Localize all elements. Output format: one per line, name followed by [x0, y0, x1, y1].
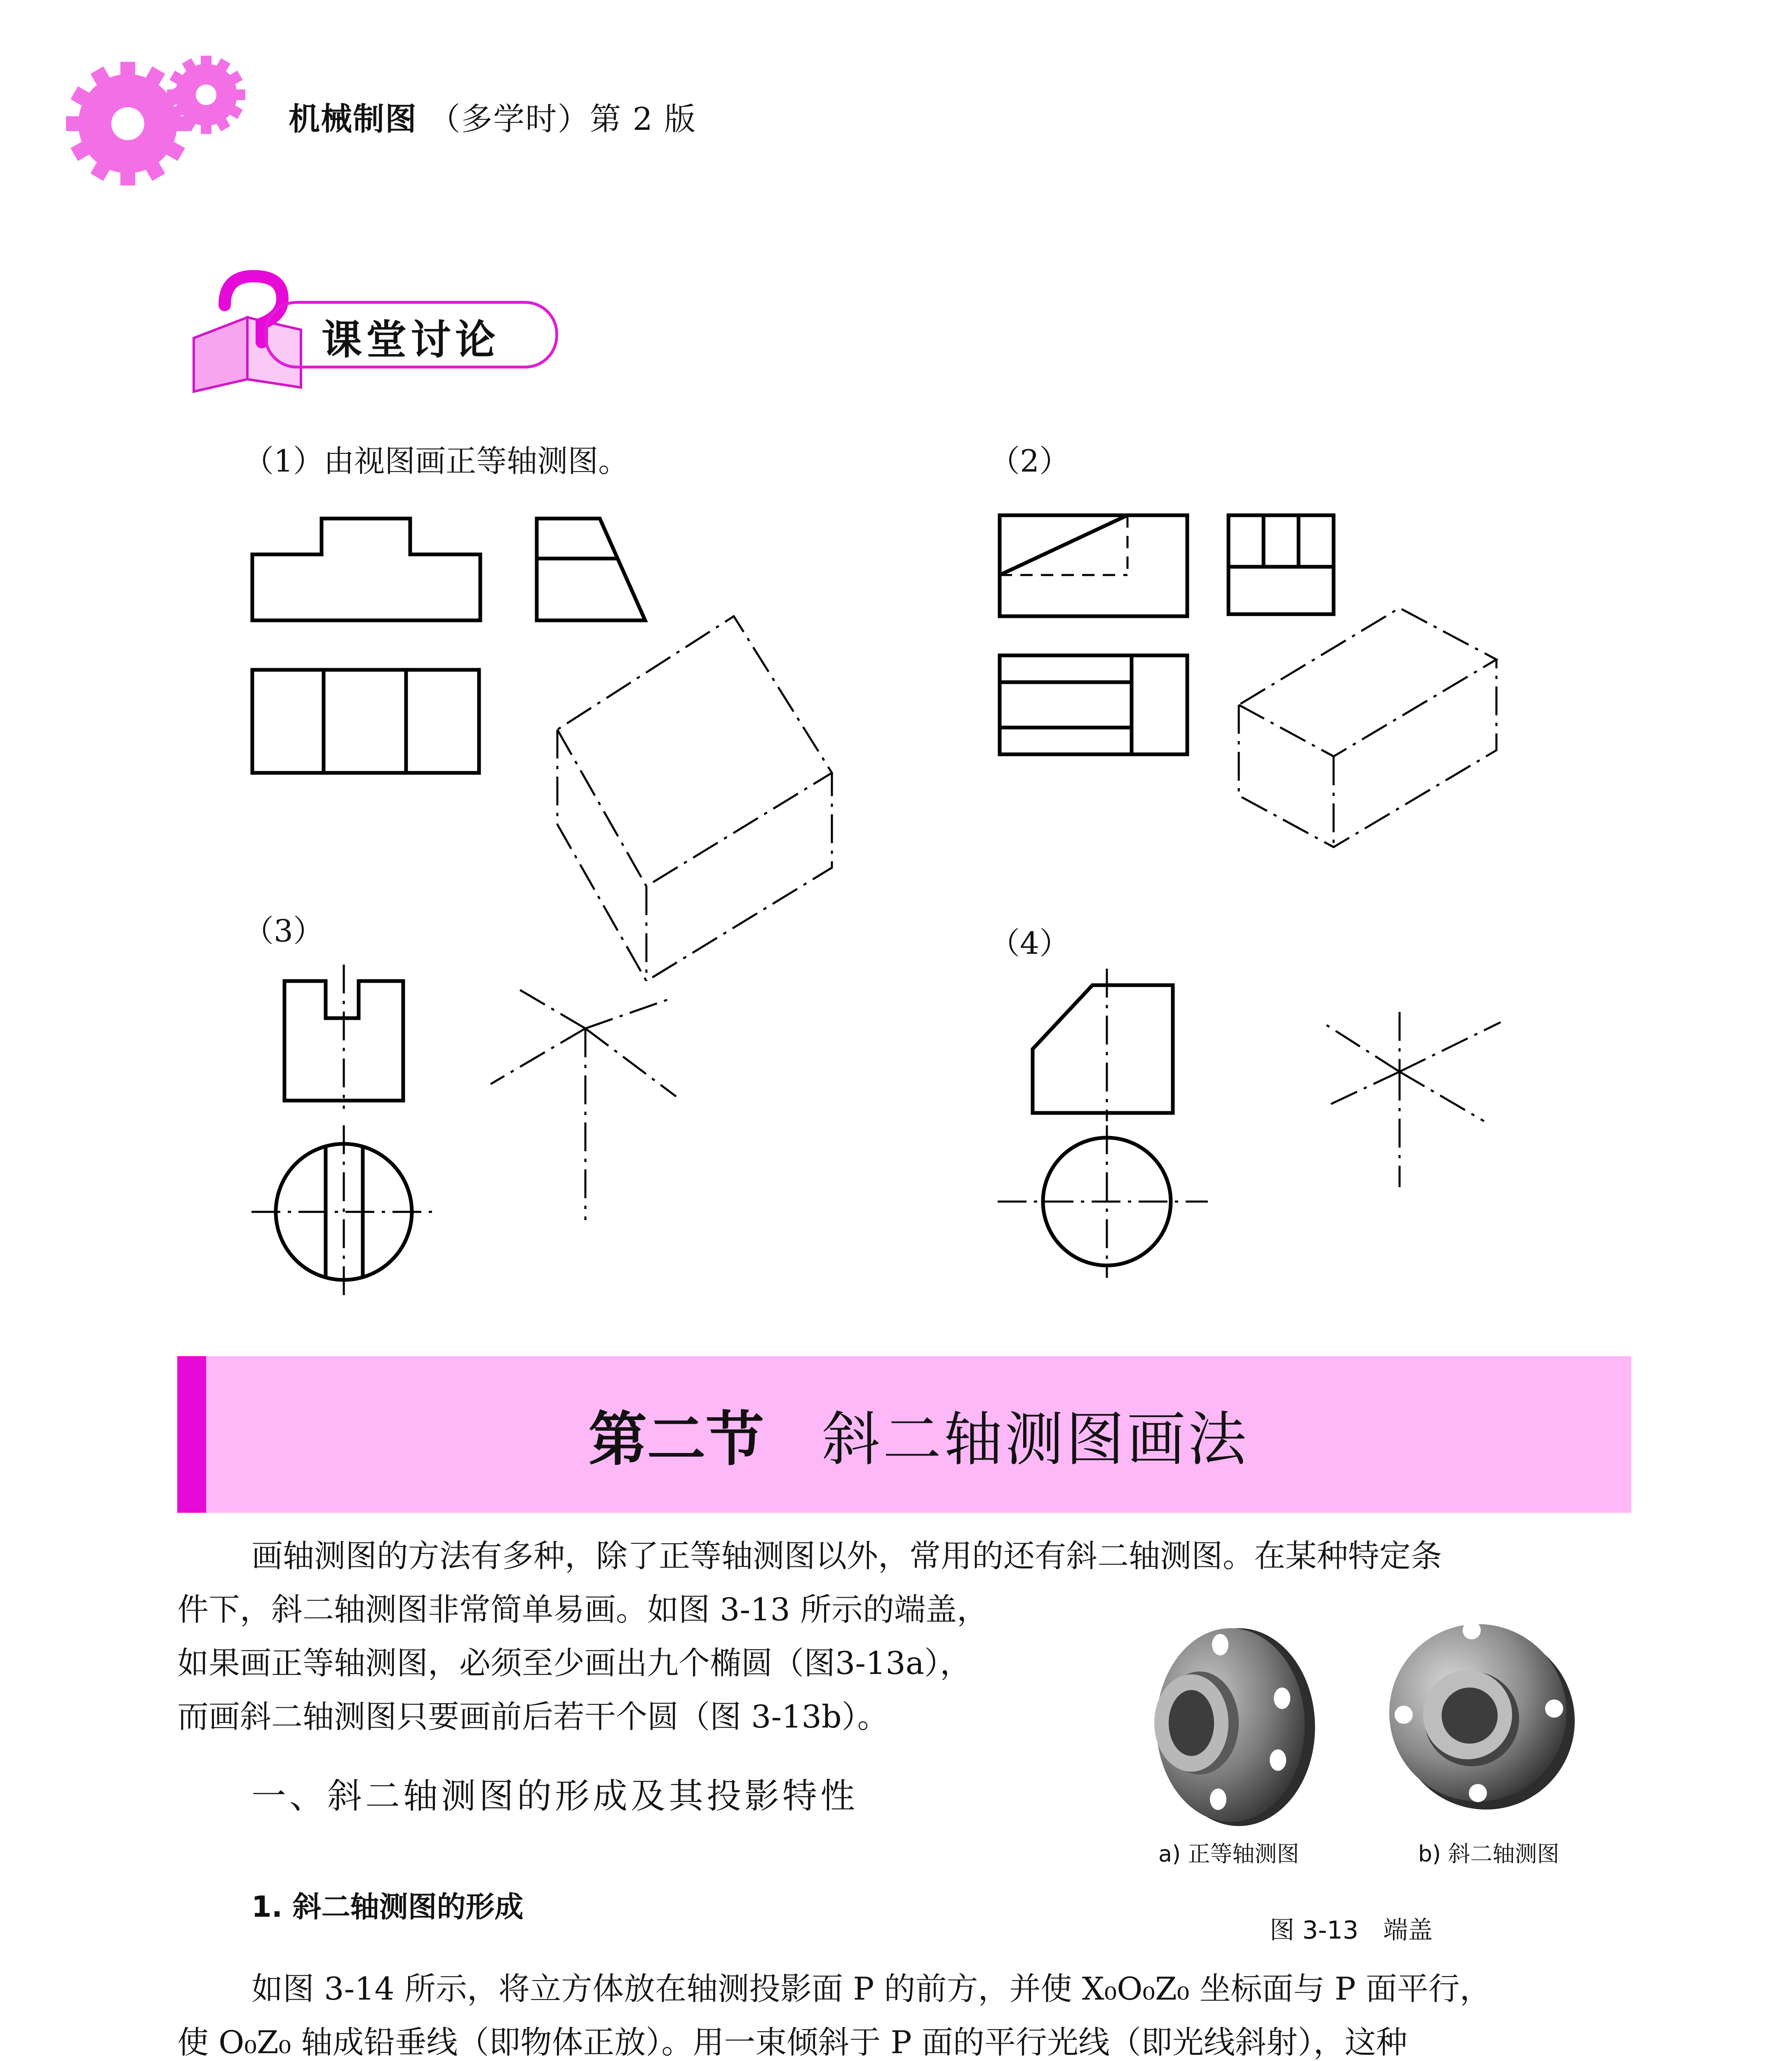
section-number: 第二节 — [588, 1406, 764, 1474]
discussion-label: 课堂讨论 — [322, 317, 500, 364]
intro-line-3: 如果画正等轴测图，必须至少画出九个椭圆（图3-13a）， — [177, 1645, 972, 1681]
book-title: 机械制图 — [289, 101, 417, 137]
section-banner-accent — [177, 1356, 206, 1513]
figure-caption-a: a) 正等轴测图 — [1158, 1841, 1299, 1867]
subheading-formation: 1. 斜二轴测图的形成 — [251, 1890, 524, 1924]
end-cap-oblique-image — [1385, 1608, 1575, 1822]
exercise-1-label: （1）由视图画正等轴测图。 — [243, 444, 629, 479]
intro-line-1: 画轴测图的方法有多种，除了正等轴测图以外，常用的还有斜二轴测图。在某种特定条 — [251, 1538, 1442, 1574]
heading-formation-properties: 一、斜二轴测图的形成及其投影特性 — [251, 1776, 859, 1816]
end-cap-isometric-image — [1146, 1616, 1319, 1830]
intro-line-4: 而画斜二轴测图只要画前后若干个圆（图 3-13b）。 — [177, 1698, 889, 1735]
exercise-3-label: （3） — [243, 913, 324, 949]
exercise-2-label: （2） — [989, 444, 1070, 479]
figure-caption-b: b) 斜二轴测图 — [1418, 1841, 1559, 1867]
section-heading — [206, 1356, 1631, 1513]
section-title: 斜二轴测图画法 — [822, 1406, 1249, 1474]
exercise-4-label: （4） — [989, 926, 1070, 961]
book-subtitle: （多学时）第 2 版 — [429, 101, 697, 137]
figure-title: 图 3-13 端盖 — [1270, 1916, 1433, 1945]
para1-line-2: 使 O₀Z₀ 轴成铅垂线（即物体正放）。用一束倾斜于 P 面的平行光线（即光线斜射），这种 — [177, 2024, 1407, 2061]
para1-line-1: 如图 3-14 所示，将立方体放在轴测投影面 P 的前方，并使 X₀O₀Z₀ 坐标面与 P 面平行， — [251, 1970, 1491, 2007]
intro-line-2: 件下，斜二轴测图非常简单易画。如图 3-13 所示的端盖， — [177, 1591, 989, 1628]
